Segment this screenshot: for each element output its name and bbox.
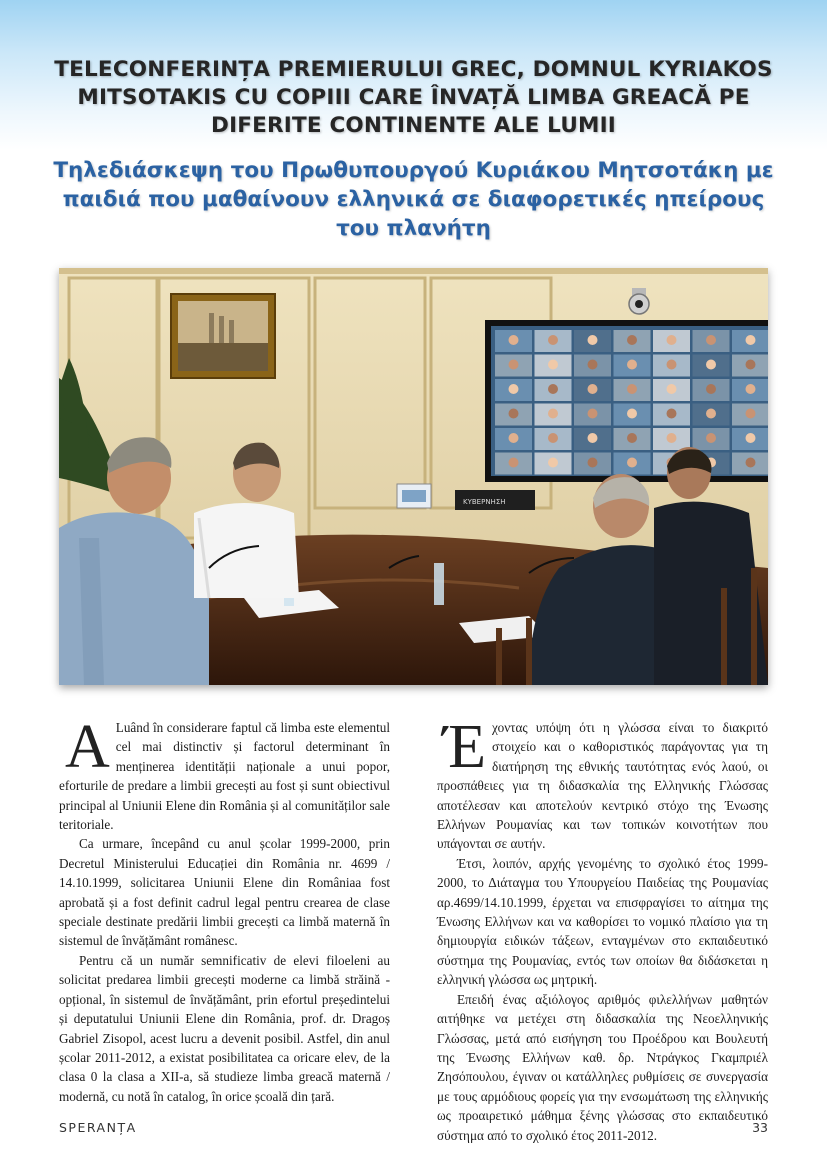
participant-face xyxy=(509,360,519,370)
participant-face xyxy=(627,433,637,443)
participant-face xyxy=(667,384,677,394)
participant-face xyxy=(627,360,637,370)
participant-face xyxy=(667,360,677,370)
page-title-greek: Τηλεδιάσκεψη του Πρωθυπουργού Κυριάκου Μητσοτάκη με παιδιά που μαθαίνουν ελληνικά σε διαφορετικές ηπείρους του πλανήτη xyxy=(53,158,774,241)
page-title-romanian: TELECONFERINȚA PREMIERULUI GREC, DOMNUL KYRIAKOS MITSOTAKIS CU COPIII CARE ÎNVAȚĂ LIMBA GREACĂ PE DIFERITE CONTINENTE ALE LUMII xyxy=(54,57,773,138)
paragraph-ro-3: Pentru că un număr semnificativ de elevi filoeleni au solicitat predarea limbii grecești moderne ca limbă străină - opțional, în sistemul de învățământ, prin efortul președintelui și deputatului Uniunii Elene din România, prof. dr. Dragoș Gabriel Zisopol, acest lucru a devenit posibil. Astfel, din anul școlar 2011-2012, a existat posibilitatea ca oricare elev, de la clasa 0 la clasa a XII-a, să studieze limba greacă maternă / modernă, cu notă în catalog, în orice școală din țară. xyxy=(59,952,390,1104)
participant-face xyxy=(509,384,519,394)
participant-face xyxy=(667,409,677,419)
paragraph-ro-1-text: Luând în considerare faptul că limba este elementul cel mai distinctiv și factorul determinant în menținerea identității naționale a unui popor, eforturile de predare a limbii grecești au fost și sunt obiectivul principal al Uniunii Elene din România și al comunităților sale teritoriale. xyxy=(59,720,390,833)
participant-face xyxy=(746,458,756,468)
participant-face xyxy=(746,433,756,443)
participant-face xyxy=(509,409,519,419)
participant-face xyxy=(588,384,598,394)
participant-face xyxy=(509,458,519,468)
screen-label: ΚΥΒΕΡΝΗΣΗ xyxy=(463,498,506,506)
participant-face xyxy=(548,335,558,345)
paragraph-ro-1 xyxy=(59,713,390,834)
participant-face xyxy=(627,458,637,468)
participant-face xyxy=(667,335,677,345)
article-column-romanian xyxy=(59,713,390,1106)
participant-face xyxy=(706,335,716,345)
participant-face xyxy=(548,409,558,419)
participant-face xyxy=(509,335,519,345)
article-column-greek xyxy=(437,713,768,1145)
participant-face xyxy=(706,409,716,419)
participant-face xyxy=(588,409,598,419)
paragraph-gr-2: Έτσι, λοιπόν, αρχής γενομένης το σχολικό έτος 1999-2000, το Διάταγμα του Υπουργείου Παιδείας της Ρουμανίας αρ.4699/14.10.1999, έρχεται να επισφραγίσει το αίτημα της Ένωσης Ελλήνων και να καθορίσει το νομικό πλαίσιο για τη δημιουργία ειδικών τάξεων, ενταγμένων στο εκπαιδευτικό σύστημα της Ρουμανίας, εντός των οποίων θα διδάσκεται η ελληνική γλώσσα ως μητρική. xyxy=(437,855,768,988)
participant-face xyxy=(667,433,677,443)
participant-face xyxy=(548,384,558,394)
magazine-name: SPERANȚA xyxy=(59,1120,137,1135)
page-number: 33 xyxy=(752,1120,768,1135)
paragraph-gr-1-text: χοντας υπόψη ότι η γλώσσα είναι το διακριτό στοιχείο και ο καθοριστικός παράγοντας για τη διατήρηση της εθνικής ταυτότητας ενός λαού, οι προσπάθειες για τη διδασκαλία της Ελληνικής Γλώσσας αποτέλεσαν και αποτελούν κεντρικό στόχο της Ένωσης Ελλήνων Ρουμανίας και των τοπικών κοινοτήτων που υπάγονται σε αυτήν. xyxy=(437,720,768,852)
dropcap-gr: Έ xyxy=(443,713,487,781)
wall-painting xyxy=(171,294,275,378)
participant-face xyxy=(548,458,558,468)
participant-face xyxy=(627,409,637,419)
participant-face xyxy=(588,360,598,370)
participant-face xyxy=(548,360,558,370)
participant-face xyxy=(746,409,756,419)
participant-face xyxy=(627,384,637,394)
participant-face xyxy=(746,384,756,394)
paragraph-gr-3: Επειδή ένας αξιόλογος αριθμός φιλελλήνων μαθητών αιτήθηκε να μετέχει στη διδασκαλία της Νεοελληνικής Γλώσσας, μετά από εισήγηση του Προέδρου και Βουλευτή της Ένωσης Ελλήνων καθ. δρ. Ντράγκος Γκαμπριέλ Ζησόπουλου, έγιναν οι κατάλληλες ρυθμίσεις σε συνεργασία με τους αρμόδιους φορείς για την ενσωμάτωση της ελληνικής ως προαιρετικό μάθημα ξένης γλώσσας στο εκπαιδευτικό σύστημα από το σχολικό έτος 2011-2012. xyxy=(437,991,768,1143)
participant-face xyxy=(706,360,716,370)
participant-face xyxy=(706,384,716,394)
participant-face xyxy=(509,433,519,443)
teleconference-photo xyxy=(59,268,768,685)
dropcap-ro: A xyxy=(65,713,110,781)
webcam xyxy=(629,288,649,314)
participant-face xyxy=(706,433,716,443)
participant-face xyxy=(746,360,756,370)
participant-face xyxy=(588,433,598,443)
video-wall-screen xyxy=(485,320,768,482)
participant-face xyxy=(627,335,637,345)
participant-face xyxy=(588,335,598,345)
participant-face xyxy=(588,458,598,468)
paragraph-ro-2: Ca urmare, începând cu anul școlar 1999-2000, prin Decretul Ministerului Educației din România nr. 4699 / 14.10.1999, solicitarea Uniunii Elene din Româniaa fost aprobată și a fost definit cadrul legal pentru crearea de clase speciale destinate predării limbii grecești ca limbă maternă în sistemul de învățământ românesc. xyxy=(59,836,390,949)
paragraph-gr-1 xyxy=(437,713,768,854)
participant-face xyxy=(746,335,756,345)
participant-face xyxy=(548,433,558,443)
